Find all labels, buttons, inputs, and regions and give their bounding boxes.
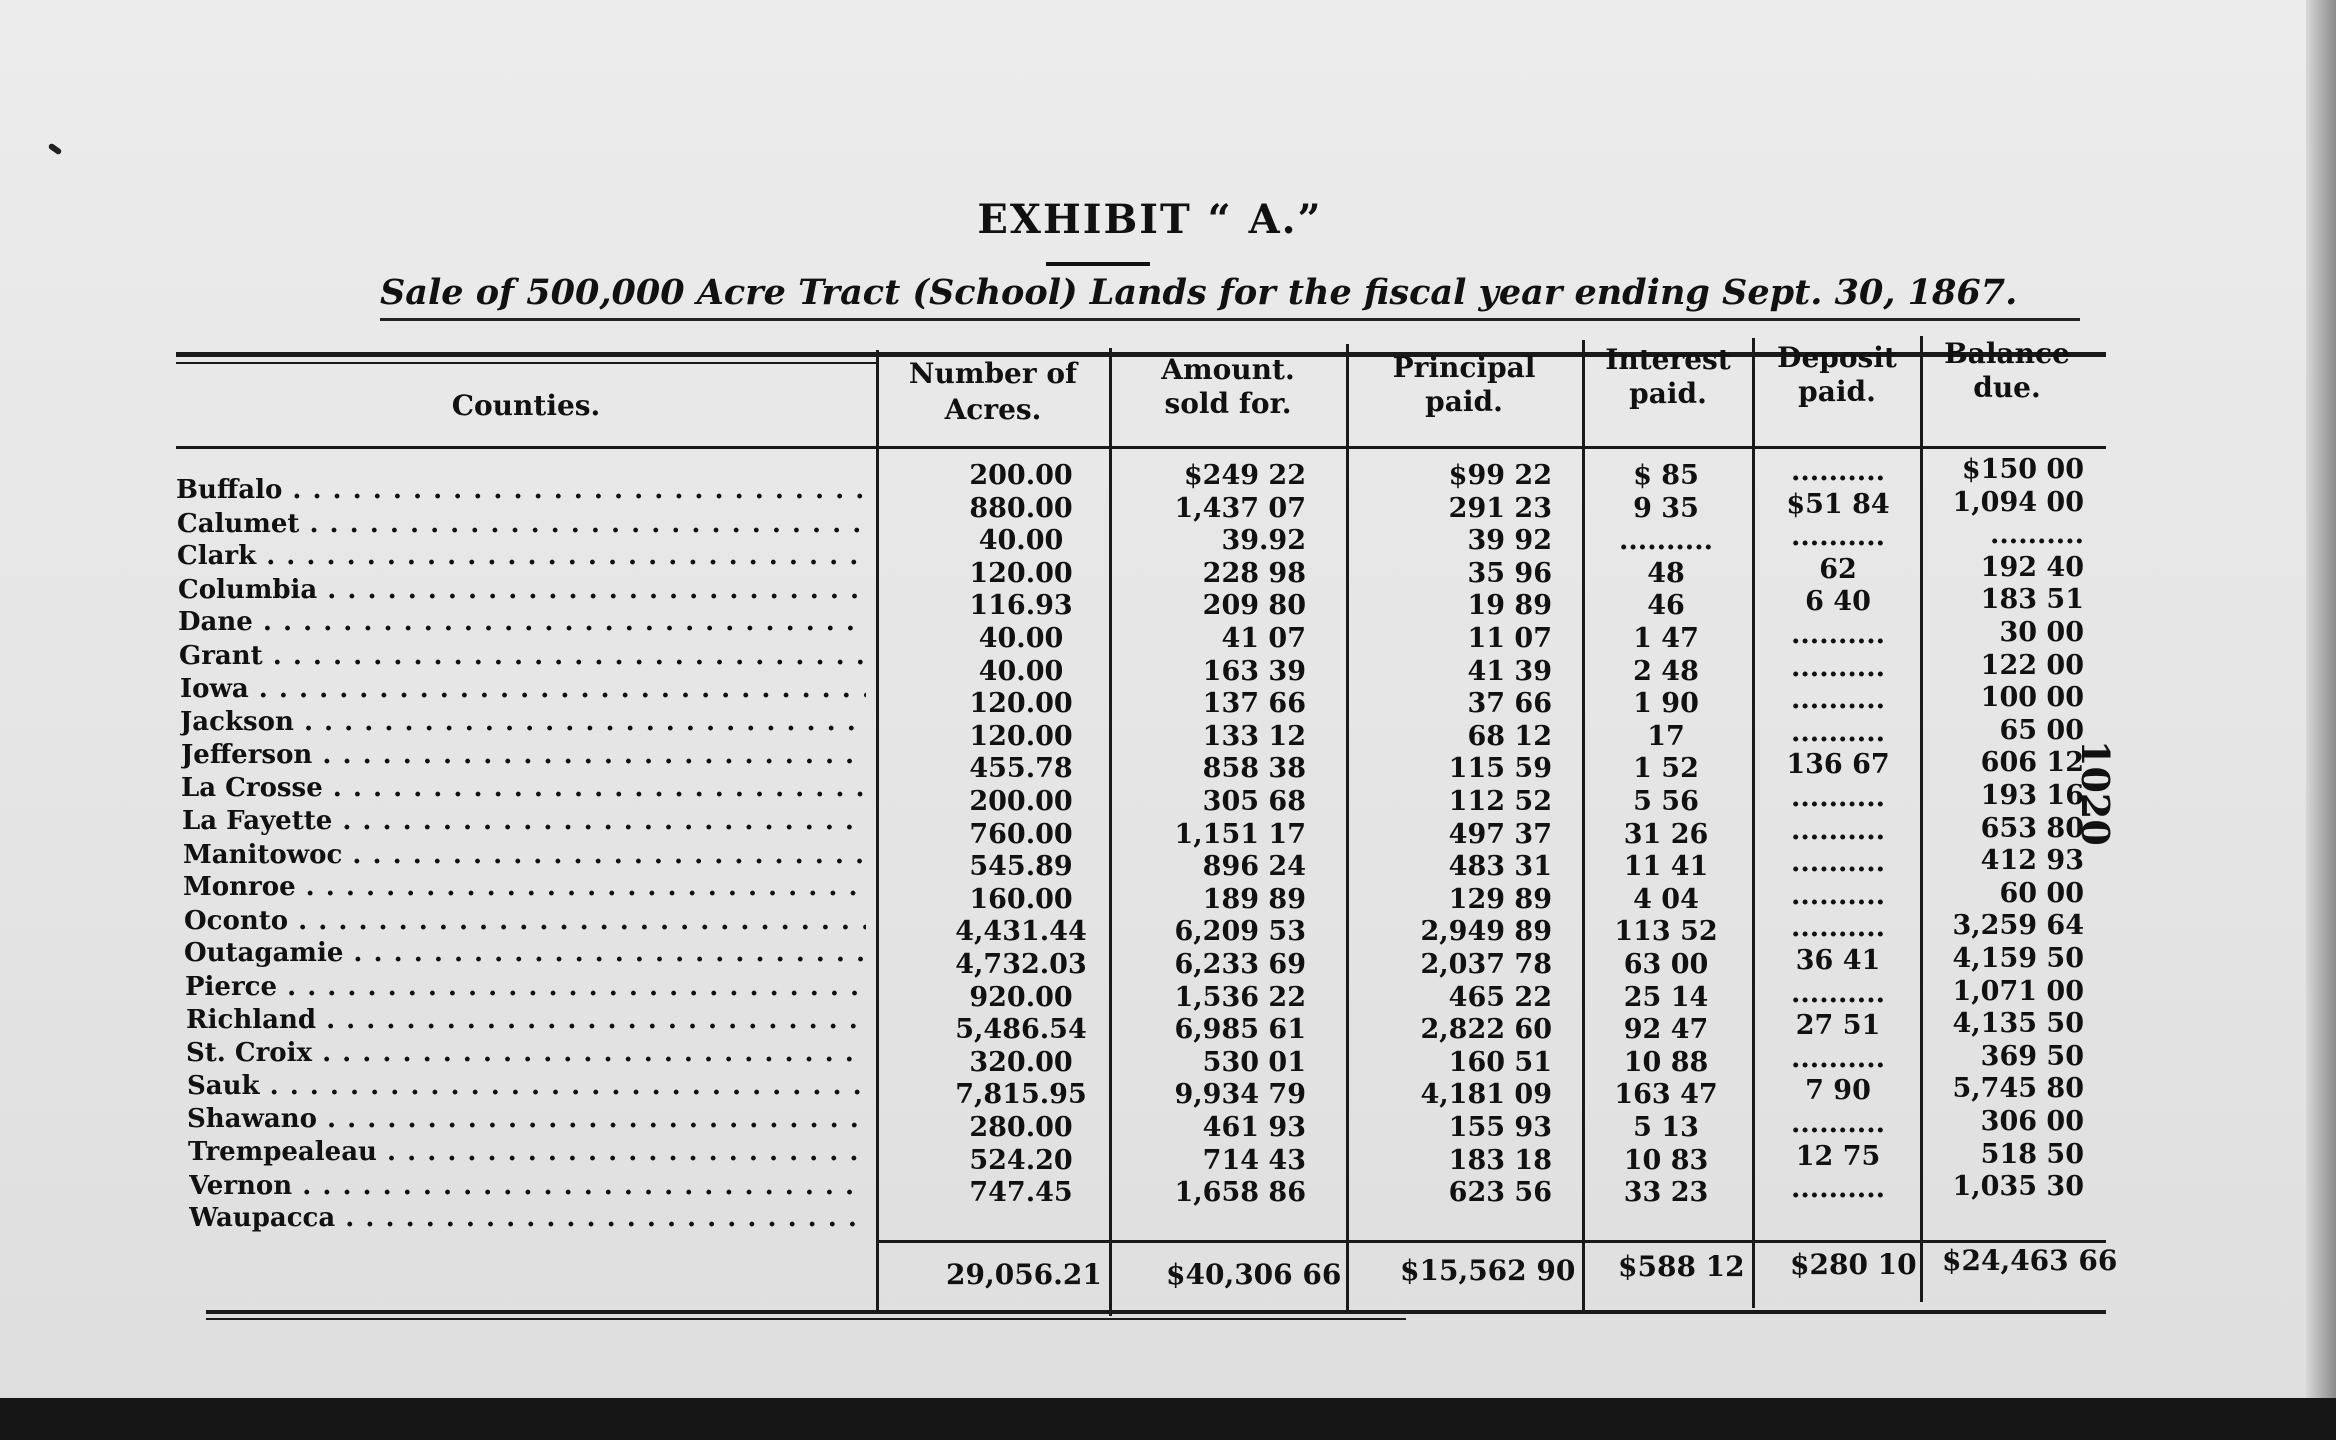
cell-interest: 1 47 <box>1633 623 1699 654</box>
header-acres-line2: Acres. <box>944 393 1042 426</box>
cell-interest: 17 <box>1647 721 1685 752</box>
cell-balance: 192 40 <box>1980 552 2084 583</box>
county-label <box>178 606 866 638</box>
table-bottom-rule-thin <box>206 1318 1406 1320</box>
cell-acres: 760.00 <box>969 819 1073 850</box>
cell-principal: 68 12 <box>1467 721 1552 752</box>
cell-amount: 228 98 <box>1202 558 1306 589</box>
cell-interest: 4 04 <box>1633 884 1699 915</box>
cell-interest: 63 00 <box>1623 949 1709 980</box>
exhibit-title: EXHIBIT “ A.” <box>977 196 1323 243</box>
cell-amount: 1,151 17 <box>1174 819 1306 850</box>
county-label <box>180 706 866 738</box>
county-name: Trempealeau <box>188 1137 377 1167</box>
cell-principal: 37 66 <box>1467 688 1552 719</box>
sales-table <box>176 337 2118 1320</box>
total-amount: $40,306 66 <box>1166 1258 1342 1291</box>
total-balance: $24,463 66 <box>1942 1244 2118 1277</box>
cell-balance: 369 50 <box>1980 1041 2084 1072</box>
cell-balance: 306 00 <box>1980 1106 2084 1137</box>
cell-deposit: .......... <box>1791 847 1885 878</box>
header-interest-line1: Interest <box>1605 343 1731 376</box>
county-name: Vernon <box>189 1171 293 1201</box>
county-name: St. Croix <box>186 1038 313 1068</box>
cell-interest: 10 88 <box>1623 1047 1709 1078</box>
cell-deposit: .......... <box>1791 1043 1885 1074</box>
cell-principal: 4,181 09 <box>1420 1079 1552 1110</box>
cell-interest: 31 26 <box>1623 819 1709 850</box>
county-name: Shawano <box>187 1104 317 1134</box>
table-subtitle: Sale of 500,000 Acre Tract (School) Lands for the fiscal year ending Sept. 30, 1867. <box>380 272 2018 313</box>
header-amount-line1: Amount. <box>1161 353 1295 386</box>
cell-amount: 189 89 <box>1202 884 1306 915</box>
cell-balance: 30 00 <box>1999 617 2084 648</box>
table-top-rule-thin <box>176 362 876 364</box>
header-interest-line2: paid. <box>1629 377 1707 410</box>
cell-principal: 11 07 <box>1467 623 1552 654</box>
cell-deposit: 27 51 <box>1795 1010 1881 1041</box>
cell-interest: 5 13 <box>1633 1112 1699 1143</box>
cell-deposit: .......... <box>1791 912 1885 943</box>
cell-amount: 1,437 07 <box>1174 493 1306 524</box>
cell-interest: 2 48 <box>1633 656 1699 687</box>
cell-balance: 518 50 <box>1980 1139 2084 1170</box>
county-name: La Crosse <box>181 773 323 803</box>
cell-acres: 200.00 <box>969 786 1073 817</box>
cell-acres: 200.00 <box>969 460 1073 491</box>
county-label <box>187 1103 866 1135</box>
cell-amount: 530 01 <box>1202 1047 1306 1078</box>
cell-principal: 623 56 <box>1448 1177 1552 1208</box>
cell-interest: 48 <box>1647 558 1685 589</box>
county-name: Monroe <box>183 872 296 902</box>
cell-principal: 19 89 <box>1467 590 1552 621</box>
cell-principal: 483 31 <box>1448 851 1552 882</box>
total-interest: $588 12 <box>1618 1250 1745 1283</box>
county-label <box>181 772 866 804</box>
cell-principal: 291 23 <box>1448 493 1552 524</box>
county-name: Sauk <box>187 1071 260 1101</box>
cell-deposit: .......... <box>1791 815 1885 846</box>
county-name: Outagamie <box>184 938 344 968</box>
cell-principal: 112 52 <box>1448 786 1552 817</box>
cell-acres: 120.00 <box>969 721 1073 752</box>
county-label <box>180 673 866 705</box>
cell-interest: 46 <box>1647 590 1685 621</box>
county-label <box>188 1136 866 1168</box>
cell-principal: 497 37 <box>1448 819 1552 850</box>
cell-balance: .......... <box>1990 519 2084 550</box>
cell-interest: 113 52 <box>1614 916 1718 947</box>
cell-balance: 412 93 <box>1980 845 2084 876</box>
cell-amount: $249 22 <box>1183 460 1306 491</box>
totals-rule <box>876 1240 2106 1243</box>
county-name: Jefferson <box>181 740 313 770</box>
cell-principal: 35 96 <box>1467 558 1552 589</box>
cell-interest: .......... <box>1619 525 1713 556</box>
total-principal: $15,562 90 <box>1400 1254 1576 1287</box>
cell-deposit: .......... <box>1791 880 1885 911</box>
cell-deposit: .......... <box>1791 652 1885 683</box>
cell-deposit: .......... <box>1791 1108 1885 1139</box>
county-name: Grant <box>179 641 263 671</box>
cell-acres: 455.78 <box>969 753 1073 784</box>
total-acres: 29,056.21 <box>946 1258 1102 1291</box>
cell-principal: 115 59 <box>1448 753 1552 784</box>
cell-acres: 7,815.95 <box>955 1079 1087 1110</box>
cell-principal: 465 22 <box>1448 982 1552 1013</box>
cell-acres: 40.00 <box>978 525 1064 556</box>
county-name: Columbia <box>178 575 318 605</box>
cell-deposit: .......... <box>1791 521 1885 552</box>
cell-deposit: 7 90 <box>1805 1075 1871 1106</box>
county-name: La Fayette <box>182 806 333 836</box>
cell-acres: 5,486.54 <box>955 1014 1087 1045</box>
county-name: Clark <box>177 541 257 571</box>
cell-acres: 4,431.44 <box>955 916 1087 947</box>
county-label <box>181 739 866 771</box>
cell-acres: 280.00 <box>969 1112 1073 1143</box>
cell-amount: 163 39 <box>1202 656 1306 687</box>
cell-amount: 6,209 53 <box>1174 916 1306 947</box>
column-rule-balance <box>1920 336 1923 1302</box>
cell-principal: 2,822 60 <box>1420 1014 1552 1045</box>
cell-deposit: 6 40 <box>1805 586 1871 617</box>
cell-acres: 545.89 <box>969 851 1073 882</box>
county-label <box>186 1004 866 1036</box>
cell-balance: 183 51 <box>1980 584 2084 615</box>
cell-balance: 1,035 30 <box>1952 1171 2084 1202</box>
cell-deposit: $51 84 <box>1786 489 1890 520</box>
cell-amount: 461 93 <box>1202 1112 1306 1143</box>
cell-interest: 10 83 <box>1623 1145 1709 1176</box>
cell-balance: 3,259 64 <box>1952 910 2084 941</box>
cell-amount: 714 43 <box>1202 1145 1306 1176</box>
ink-speck <box>48 143 63 156</box>
page-number: 1020 <box>2073 740 2118 846</box>
cell-interest: 1 90 <box>1633 688 1699 719</box>
county-label <box>184 937 866 969</box>
cell-deposit: .......... <box>1791 456 1885 487</box>
cell-interest: 33 23 <box>1623 1177 1709 1208</box>
cell-balance: 100 00 <box>1980 682 2084 713</box>
cell-interest: 1 52 <box>1633 753 1699 784</box>
cell-principal: 2,037 78 <box>1420 949 1552 980</box>
cell-interest: 25 14 <box>1623 982 1709 1013</box>
county-label <box>182 805 866 837</box>
county-label <box>178 574 866 606</box>
header-bottom-rule <box>176 446 2106 449</box>
header-acres-line1: Number of <box>908 357 1078 390</box>
cell-amount: 209 80 <box>1202 590 1306 621</box>
cell-interest: 9 35 <box>1633 493 1699 524</box>
scan-border <box>0 1398 2336 1440</box>
cell-acres: 40.00 <box>978 656 1064 687</box>
county-name: Richland <box>186 1005 317 1035</box>
cell-balance: 65 00 <box>1999 715 2084 746</box>
county-name: Jackson <box>180 707 294 737</box>
cell-amount: 6,233 69 <box>1174 949 1306 980</box>
column-rule-principal <box>1346 344 1349 1314</box>
total-deposit: $280 10 <box>1790 1248 1917 1281</box>
cell-deposit: 62 <box>1819 554 1857 585</box>
cell-principal: 39 92 <box>1467 525 1552 556</box>
cell-balance: 4,159 50 <box>1952 943 2084 974</box>
title-rule <box>1046 262 1150 266</box>
cell-deposit: 36 41 <box>1795 945 1881 976</box>
cell-acres: 880.00 <box>969 493 1073 524</box>
cell-amount: 9,934 79 <box>1174 1079 1306 1110</box>
header-counties: Counties. <box>451 389 601 422</box>
cell-acres: 160.00 <box>969 884 1073 915</box>
cell-interest: 163 47 <box>1614 1079 1718 1110</box>
cell-deposit: .......... <box>1791 782 1885 813</box>
cell-deposit: 136 67 <box>1786 749 1890 780</box>
cell-principal: 41 39 <box>1467 656 1552 687</box>
county-name: Dane <box>178 607 253 637</box>
county-name: Calumet <box>177 509 300 539</box>
cell-balance: $150 00 <box>1961 454 2084 485</box>
county-name: Iowa <box>180 674 249 704</box>
cell-acres: 320.00 <box>969 1047 1073 1078</box>
header-balance-line1: Balance <box>1944 337 2070 370</box>
county-name: Pierce <box>185 972 278 1002</box>
cell-principal: 129 89 <box>1448 884 1552 915</box>
county-name: Oconto <box>184 906 289 936</box>
county-label <box>189 1202 866 1234</box>
header-principal-line1: Principal <box>1392 351 1536 384</box>
cell-balance: 4,135 50 <box>1952 1008 2084 1039</box>
cell-amount: 137 66 <box>1202 688 1306 719</box>
cell-deposit: .......... <box>1791 978 1885 1009</box>
cell-principal: $99 22 <box>1448 460 1552 491</box>
cell-acres: 524.20 <box>969 1145 1073 1176</box>
cell-amount: 896 24 <box>1202 851 1306 882</box>
cell-balance: 1,094 00 <box>1952 487 2084 518</box>
table-bottom-rule <box>206 1310 2106 1314</box>
cell-amount: 41 07 <box>1221 623 1306 654</box>
county-label <box>177 540 866 572</box>
column-rule-acres <box>876 350 879 1310</box>
cell-interest: 11 41 <box>1623 851 1709 882</box>
county-label <box>183 839 866 871</box>
column-rule-deposit <box>1752 338 1755 1308</box>
cell-principal: 155 93 <box>1448 1112 1552 1143</box>
cell-acres: 40.00 <box>978 623 1064 654</box>
cell-amount: 1,536 22 <box>1174 982 1306 1013</box>
header-balance-line2: due. <box>1973 371 2041 404</box>
cell-interest: 5 56 <box>1633 786 1699 817</box>
county-label <box>187 1070 866 1102</box>
cell-deposit: .......... <box>1791 1173 1885 1204</box>
cell-balance: 122 00 <box>1980 650 2084 681</box>
cell-balance: 653 80 <box>1980 813 2084 844</box>
cell-acres: 116.93 <box>969 590 1073 621</box>
county-label <box>177 508 866 540</box>
cell-acres: 920.00 <box>969 982 1073 1013</box>
header-deposit-line2: paid. <box>1798 375 1876 408</box>
cell-balance: 1,071 00 <box>1952 976 2084 1007</box>
cell-balance: 193 16 <box>1980 780 2084 811</box>
county-label <box>176 474 866 506</box>
county-label <box>183 871 866 903</box>
cell-interest: 92 47 <box>1623 1014 1709 1045</box>
county-label <box>185 971 866 1003</box>
cell-acres: 120.00 <box>969 558 1073 589</box>
cell-acres: 747.45 <box>969 1177 1073 1208</box>
county-label <box>186 1037 866 1069</box>
cell-balance: 5,745 80 <box>1952 1073 2084 1104</box>
county-name: Waupacca <box>189 1203 336 1233</box>
cell-principal: 183 18 <box>1448 1145 1552 1176</box>
cell-acres: 120.00 <box>969 688 1073 719</box>
subtitle-underline <box>380 318 2080 321</box>
cell-amount: 6,985 61 <box>1174 1014 1306 1045</box>
cell-amount: 39.92 <box>1221 525 1306 556</box>
cell-interest: $ 85 <box>1633 460 1699 491</box>
county-name: Buffalo <box>176 475 283 505</box>
cell-amount: 1,658 86 <box>1174 1177 1306 1208</box>
county-name: Manitowoc <box>183 840 343 870</box>
county-label <box>184 905 866 937</box>
header-deposit-line1: Deposit <box>1777 341 1897 374</box>
book-edge <box>2306 0 2336 1398</box>
cell-amount: 858 38 <box>1202 753 1306 784</box>
cell-deposit: 12 75 <box>1795 1141 1881 1172</box>
header-amount-line2: sold for. <box>1164 387 1292 420</box>
cell-deposit: .......... <box>1791 717 1885 748</box>
cell-principal: 2,949 89 <box>1420 916 1552 947</box>
cell-deposit: .......... <box>1791 684 1885 715</box>
cell-amount: 305 68 <box>1202 786 1306 817</box>
cell-balance: 606 12 <box>1980 747 2084 778</box>
column-rule-interest <box>1582 340 1585 1312</box>
county-label <box>179 640 866 672</box>
cell-balance: 60 00 <box>1999 878 2084 909</box>
cell-deposit: .......... <box>1791 619 1885 650</box>
cell-amount: 133 12 <box>1202 721 1306 752</box>
county-label <box>189 1170 866 1202</box>
header-principal-line2: paid. <box>1425 385 1503 418</box>
cell-acres: 4,732.03 <box>955 949 1087 980</box>
cell-principal: 160 51 <box>1448 1047 1552 1078</box>
